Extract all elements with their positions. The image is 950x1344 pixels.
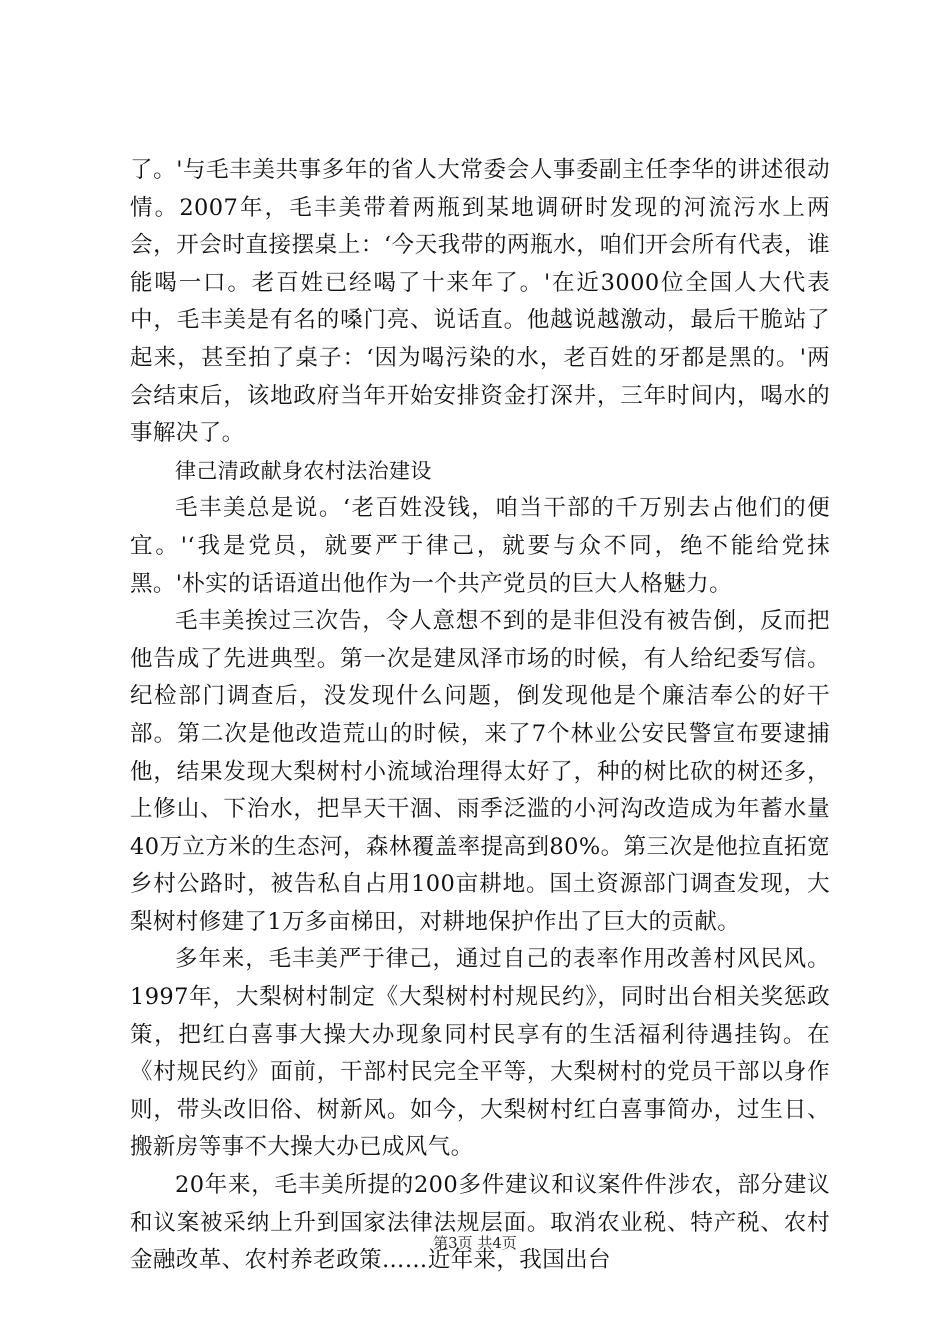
- paragraph-4: 多年来，毛丰美严于律己，通过自己的表率作用改善村风民风。1997年，大梨树村制定《大梨树村村规民约》，同时出台相关奖惩政策，把红白喜事大操大办现象同村民享有的生活福利待遇挂钩。在《村规民约》面前，干部村民完全平等，大梨树村的党员干部以身作则，带头改旧俗、树新风。如今，大梨树村红白喜事简办，过生日、搬新房等事不大操大办已成风气。: [130, 946, 830, 1161]
- paragraph-1: 了。'与毛丰美共事多年的省人大常委会人事委副主任李华的讲述很动情。2007年，毛丰美带着两瓶到某地调研时发现的河流污水上两会，开会时直接摆桌上：‘今天我带的两瓶水，咱们开会所有代表，谁能喝一口。老百姓已经喝了十来年了。'在近3000位全国人大代表中，毛丰美是有名的嗓门亮、说话直。他越说越激动，最后干脆站了起来，甚至拍了桌子：‘因为喝污染的水，老百姓的牙都是黑的。'两会结束后，该地政府当年开始安排资金打深井，三年时间内，喝水的事解决了。: [130, 157, 830, 447]
- document-body: [130, 152, 830, 1280]
- section-heading: 律己清政献身农村法治建设: [175, 458, 432, 483]
- paragraph-3: 毛丰美挨过三次告，令人意想不到的是非但没有被告倒，反而把他告成了先进典型。第一次是建凤泽市场的时候，有人给纪委写信。纪检部门调查后，没发现什么问题，倒发现他是个廉洁奉公的好干部。第二次是他改造荒山的时候，来了7个林业公安民警宣布要逮捕他，结果发现大梨树村小流域治理得太好了，种的树比砍的树还多，上修山、下治水，把旱天干涸、雨季泛滥的小河沟改造成为年蓄水量40万立方米的生态河，森林覆盖率提高到80%。第三次是他拉直拓宽乡村公路时，被告私自占用100亩耕地。国土资源部门调查发现，大梨树村修建了1万多亩梯田，对耕地保护作出了巨大的贡献。: [130, 608, 830, 935]
- page-footer: 第3页 共4页: [433, 1234, 517, 1252]
- paragraph-5: 20年来，毛丰美所提的200多件建议和议案件件涉农，部分建议和议案被采纳上升到国家法律法规层面。取消农业税、特产税、农村金融改革、农村养老政策……近年来，我国出台: [130, 1172, 830, 1274]
- paragraph-2: 毛丰美总是说。‘老百姓没钱，咱当干部的千万别去占他们的便宜。'‘我是党员，就要严于律己，就要与众不同，绝不能给党抹黑。'朴实的话语道出他作为一个共产党员的巨大人格魅力。: [130, 495, 830, 597]
